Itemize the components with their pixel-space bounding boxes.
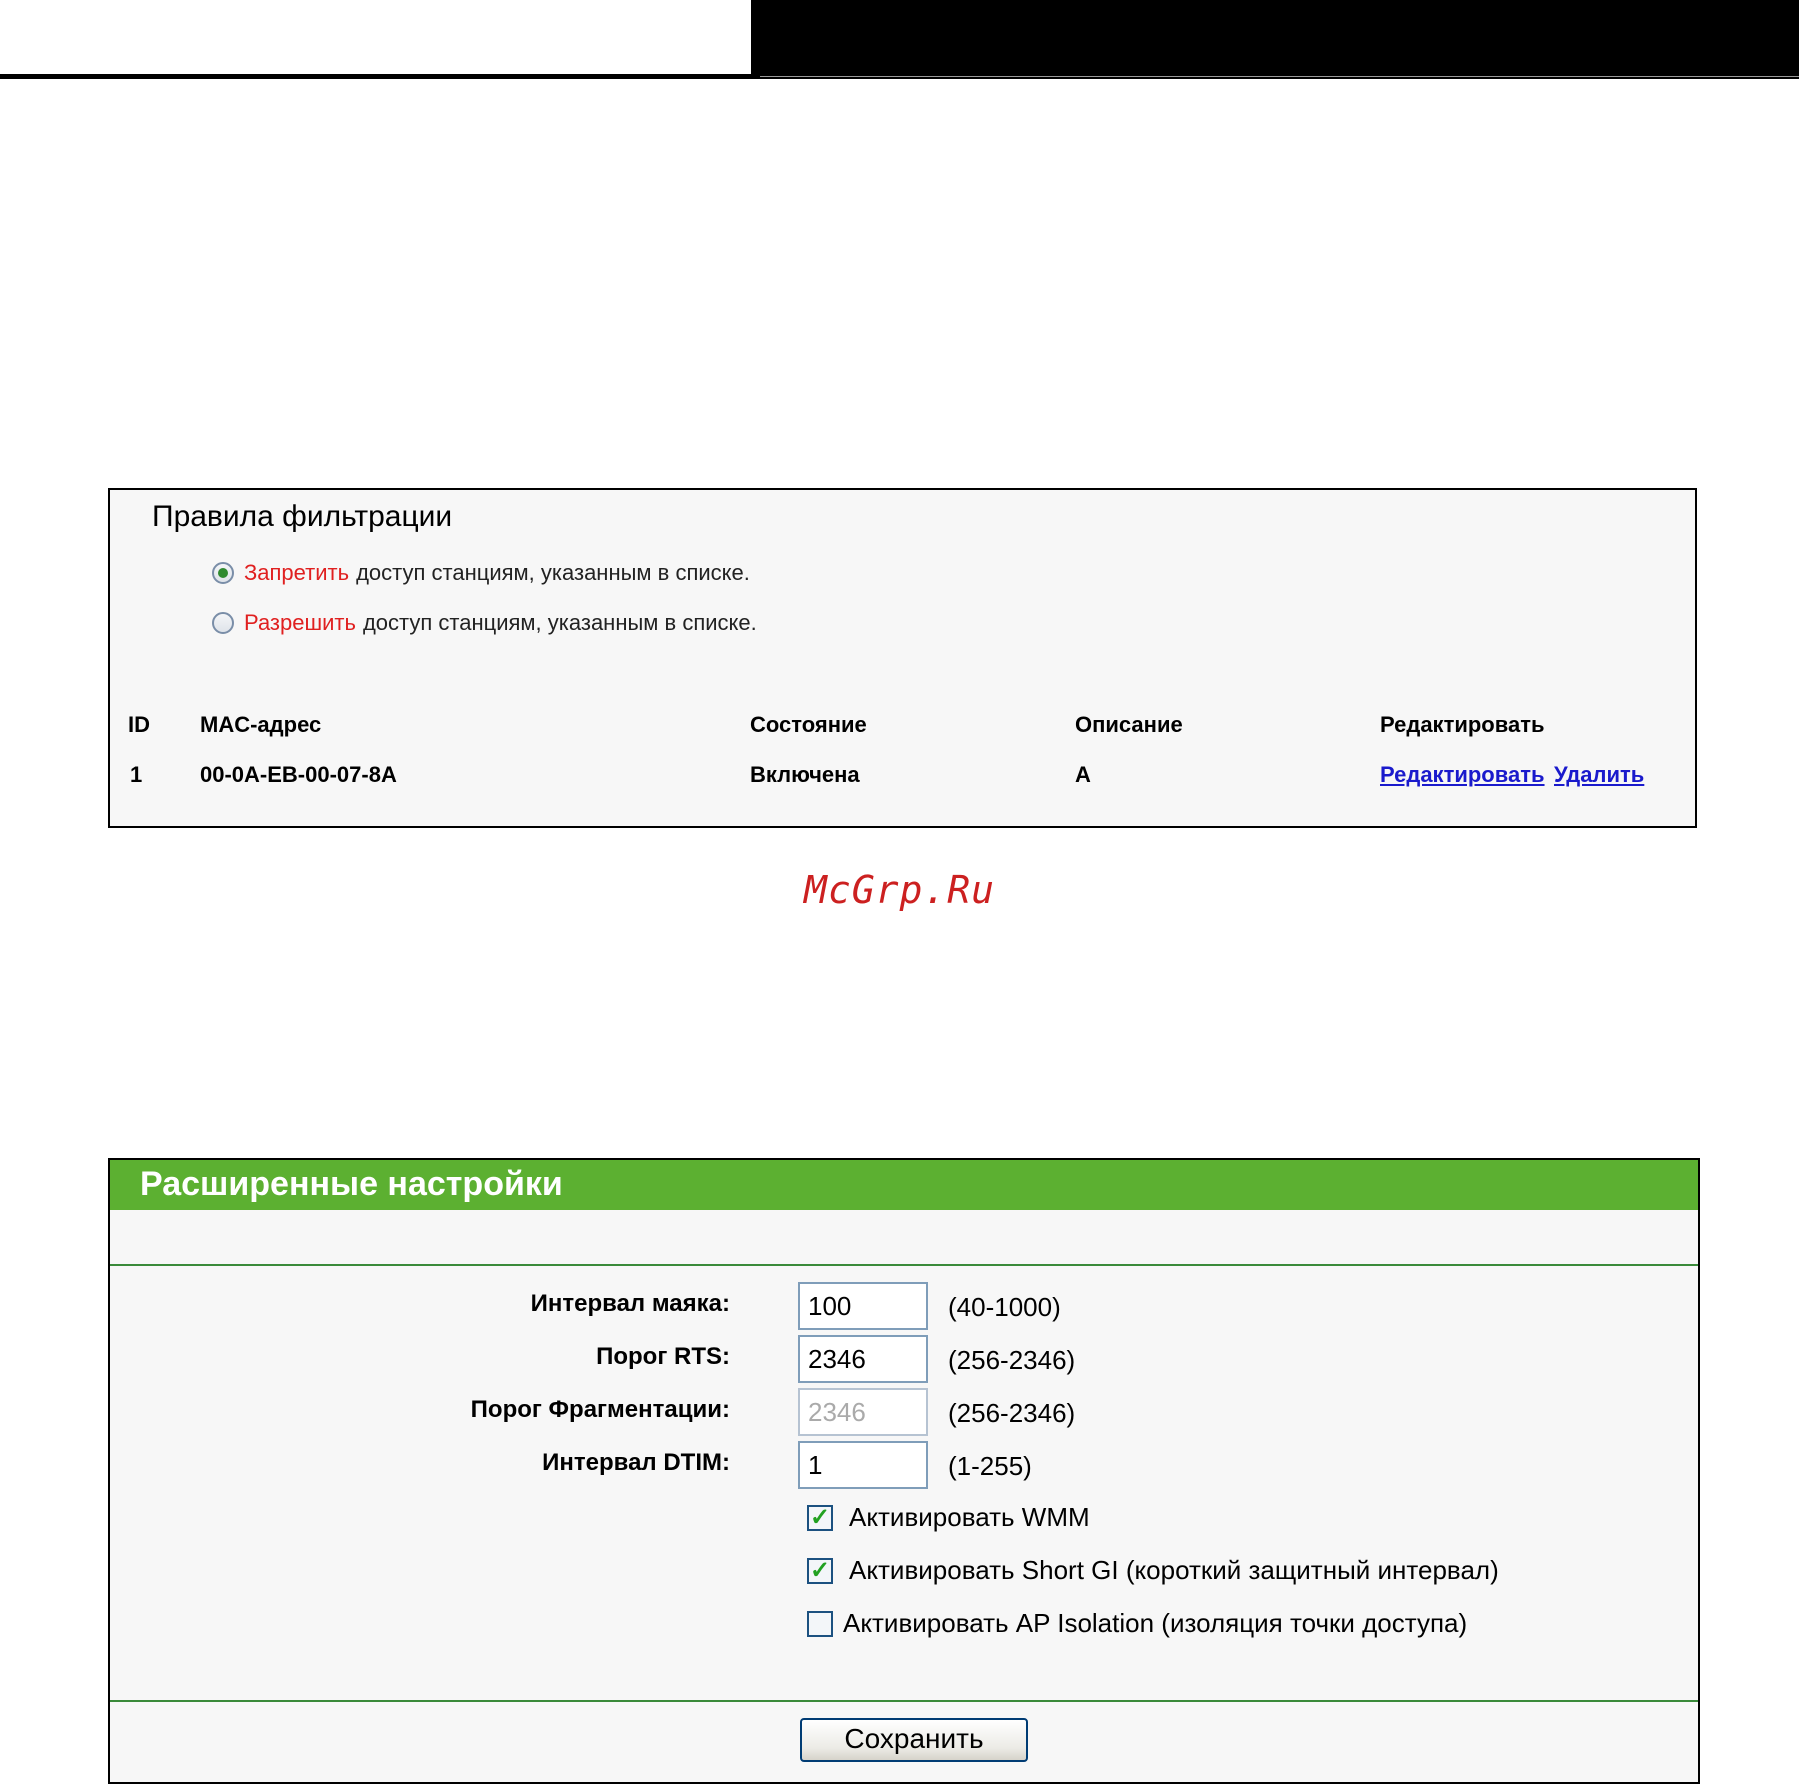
column-header-edit: Редактировать	[1380, 712, 1545, 737]
allow-radio[interactable]	[212, 612, 234, 634]
wmm-label: Активировать WMM	[849, 1502, 1090, 1532]
rts-threshold-label: Порог RTS:	[596, 1343, 730, 1370]
row-status: Включена	[750, 762, 860, 787]
beacon-interval-label: Интервал маяка:	[530, 1290, 730, 1317]
short-gi-checkbox[interactable]: ✓	[807, 1558, 833, 1584]
ap-isolation-option[interactable]	[807, 1608, 1467, 1639]
radio-selected-dot	[218, 568, 228, 578]
advanced-settings-title: Расширенные настройки	[110, 1160, 1698, 1210]
dtim-interval-label: Интервал DTIM:	[542, 1449, 730, 1476]
column-header-mac: MAC-адрес	[200, 712, 322, 737]
ap-isolation-label: Активировать AP Isolation (изоляция точки доступа)	[843, 1608, 1468, 1638]
deny-keyword: Запретить	[244, 560, 350, 585]
column-header-status: Состояние	[750, 712, 867, 737]
row-mac: 00-0A-EB-00-07-8A	[200, 762, 397, 787]
rts-threshold-range: (256-2346)	[948, 1345, 1076, 1375]
wmm-option[interactable]	[807, 1502, 1090, 1533]
fragmentation-threshold-input	[798, 1388, 928, 1436]
rts-threshold-input[interactable]	[798, 1335, 928, 1383]
fragmentation-threshold-range: (256-2346)	[948, 1398, 1076, 1428]
deny-text: доступ станциям, указанным в списке.	[356, 560, 750, 585]
row-description: A	[1075, 762, 1091, 787]
delete-link[interactable]: Удалить	[1554, 762, 1645, 787]
allow-text: доступ станциям, указанным в списке.	[362, 610, 757, 635]
ap-isolation-checkbox[interactable]	[807, 1611, 833, 1637]
filter-rules-panel	[108, 488, 1697, 828]
beacon-interval-input[interactable]	[798, 1282, 928, 1330]
fragmentation-threshold-label: Порог Фрагментации:	[470, 1396, 730, 1423]
header-thin-rule	[760, 76, 1799, 77]
watermark-text: McGrp.Ru	[803, 868, 996, 912]
column-header-id: ID	[128, 712, 150, 737]
beacon-interval-range: (40-1000)	[948, 1292, 1061, 1322]
filter-rules-title: Правила фильтрации	[152, 500, 453, 533]
deny-radio[interactable]	[212, 562, 234, 584]
dtim-interval-input[interactable]	[798, 1441, 928, 1489]
short-gi-option[interactable]	[807, 1555, 1499, 1586]
row-id: 1	[130, 762, 143, 787]
column-header-description: Описание	[1075, 712, 1183, 737]
dtim-interval-range: (1-255)	[948, 1451, 1032, 1481]
wmm-checkbox[interactable]: ✓	[807, 1505, 833, 1531]
header-bar	[751, 0, 1799, 77]
advanced-settings-panel	[108, 1158, 1700, 1784]
section-divider-bottom	[110, 1700, 1698, 1702]
edit-link[interactable]: Редактировать	[1380, 762, 1545, 787]
deny-option[interactable]	[212, 560, 750, 586]
allow-keyword: Разрешить	[244, 610, 356, 635]
short-gi-label: Активировать Short GI (короткий защитный интервал)	[849, 1555, 1499, 1585]
allow-option[interactable]	[212, 610, 757, 636]
section-divider-top	[110, 1264, 1698, 1266]
save-button[interactable]: Сохранить	[800, 1718, 1028, 1762]
